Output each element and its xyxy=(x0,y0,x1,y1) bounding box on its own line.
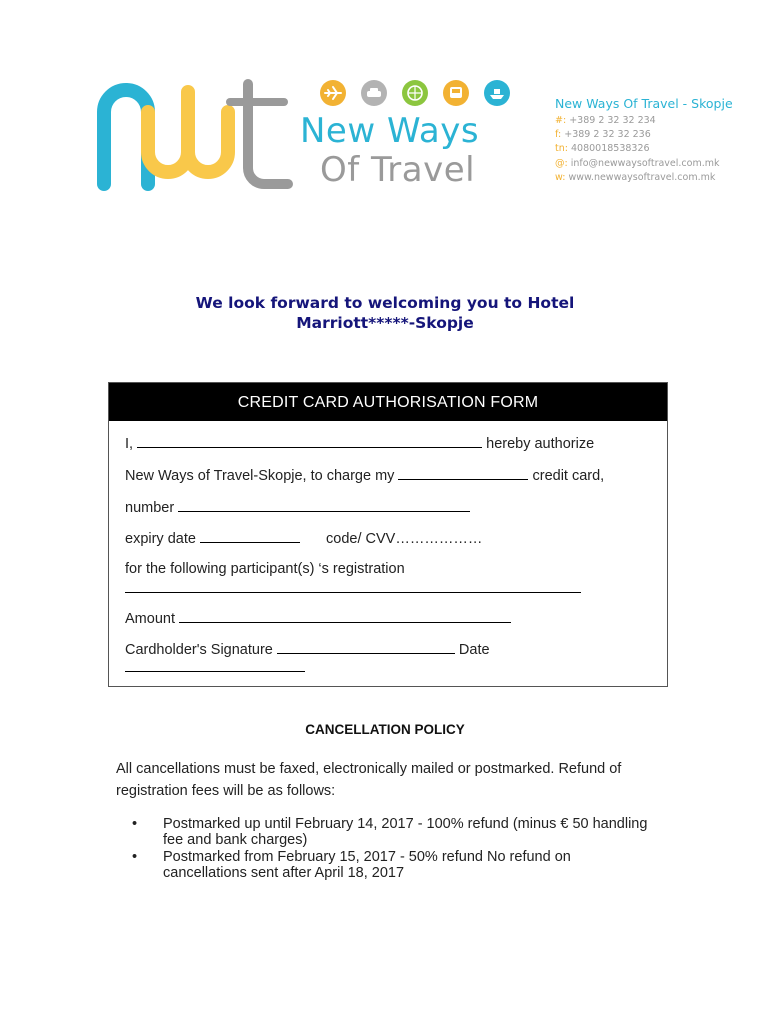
ship-icon xyxy=(484,80,510,106)
authorisation-form xyxy=(108,382,668,687)
signature-field[interactable] xyxy=(277,640,455,654)
amount-field[interactable] xyxy=(179,609,511,623)
form-row-expiry: expiry date code/ CVV……………… xyxy=(125,531,483,547)
form-row-charge: New Ways of Travel-Skopje, to charge my credit card, xyxy=(125,468,605,484)
contact-title: New Ways Of Travel - Skopje xyxy=(555,96,733,111)
participants-field[interactable] xyxy=(125,579,581,593)
bullet-icon: • xyxy=(132,816,138,832)
card-number-field[interactable] xyxy=(178,498,470,512)
name-field[interactable] xyxy=(137,434,482,448)
date-field[interactable] xyxy=(125,658,305,672)
form-title: CREDIT CARD AUTHORISATION FORM xyxy=(109,383,667,421)
contact-email[interactable]: @: info@newwaysoftravel.com.mk xyxy=(555,157,720,169)
date-field-row xyxy=(125,658,305,676)
contact-tn: tn: 4080018538326 xyxy=(555,143,650,155)
airplane-icon xyxy=(320,80,346,106)
card-type-field[interactable] xyxy=(398,466,528,480)
form-row-participants: for the following participant(s) ‘s registration xyxy=(125,561,405,577)
brand-name-line1: New Ways xyxy=(300,111,480,151)
cvv-field[interactable]: code/ CVV……………… xyxy=(326,531,483,547)
welcome-line2: Marriott*****-Skopje xyxy=(296,314,474,332)
welcome-line1: We look forward to welcoming you to Hotel xyxy=(195,294,575,312)
car-icon xyxy=(361,80,387,106)
contact-fax: f: +389 2 32 32 236 xyxy=(555,129,651,141)
welcome-heading xyxy=(0,293,770,333)
brand-name-line2: Of Travel xyxy=(320,150,476,190)
bus-icon xyxy=(443,80,469,106)
contact-web[interactable]: w: www.newwaysoftravel.com.mk xyxy=(555,171,716,183)
cancellation-title: CANCELLATION POLICY xyxy=(305,722,465,737)
cancellation-list xyxy=(132,816,652,882)
list-item: • Postmarked up until February 14, 2017 - 100% refund (minus € 50 handling fee and bank charges) xyxy=(132,816,648,848)
company-logo xyxy=(88,72,298,197)
expiry-date-field[interactable] xyxy=(200,529,300,543)
globe-icon xyxy=(402,80,428,106)
form-row-amount: Amount xyxy=(125,609,511,627)
participants-field-row xyxy=(125,579,581,597)
form-row-name: I, hereby authorize xyxy=(125,436,595,452)
form-row-number: number xyxy=(125,498,470,516)
cancellation-intro: All cancellations must be faxed, electronically mailed or postmarked. Refund of registration fees will be as follows: xyxy=(116,761,622,799)
bullet-icon: • xyxy=(132,849,138,865)
contact-phone: #: +389 2 32 32 234 xyxy=(555,115,656,126)
list-item: • Postmarked from February 15, 2017 - 50% refund No refund on cancellations sent after April 18, 2017 xyxy=(132,849,571,881)
contact-block xyxy=(555,96,765,185)
form-row-signature: Cardholder's Signature Date xyxy=(125,642,490,658)
